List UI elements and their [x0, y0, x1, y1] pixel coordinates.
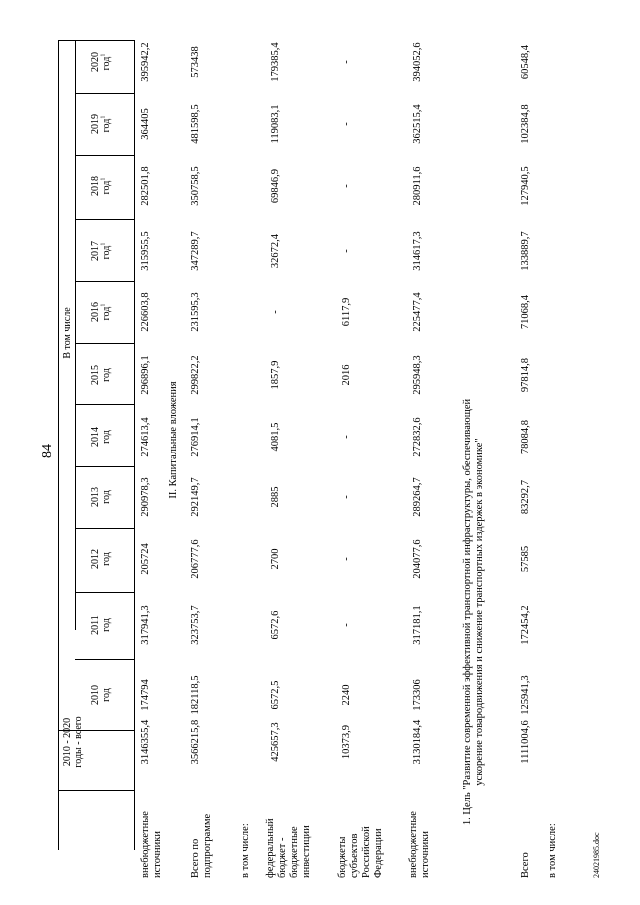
header-year-word: год$^1$: [100, 303, 112, 321]
footnote-marker: 1: [100, 115, 107, 119]
header-year-2015: [90, 350, 112, 400]
table-cell: 317941,3: [140, 605, 151, 645]
table-cell: 97814,8: [520, 357, 531, 393]
table-cell: -: [341, 435, 352, 439]
header-year-word: год: [101, 490, 112, 504]
table-cell: 394052,6: [412, 42, 423, 82]
in-that-number-rule: [75, 40, 76, 630]
header-year-2017: [90, 226, 112, 276]
table-cell: 182118,5: [190, 675, 201, 715]
header-year-number: 2020: [90, 52, 101, 72]
table-cell: 289264,7: [412, 477, 423, 517]
header-year-word: год: [101, 618, 112, 632]
table-cell: 205724: [140, 543, 151, 575]
table-cell: 3146355,4: [140, 719, 151, 765]
header-year-number: 2016: [90, 302, 101, 322]
header-year-word: год: [101, 430, 112, 444]
page-number: 84: [40, 444, 55, 458]
row-label: федеральный бюджет - бюджетные инвестиции: [265, 818, 312, 878]
header-year-number: 2011: [90, 615, 101, 635]
table-cell: 347289,7: [190, 231, 201, 271]
table-cell: -: [341, 249, 352, 253]
table-cell: 295948,3: [412, 355, 423, 395]
column-rule: [75, 343, 134, 344]
table-cell: 78084,8: [520, 419, 531, 455]
table-cell: 127940,5: [520, 166, 531, 206]
row-label: в том числе:: [240, 823, 251, 878]
header-year-2010: [90, 670, 112, 720]
table-cell: 6117,9: [341, 297, 352, 327]
footnote-marker: 1: [100, 177, 107, 181]
column-rule: [75, 592, 134, 593]
table-cell: 32672,4: [270, 233, 281, 269]
table-cell: 71068,4: [520, 294, 531, 330]
row-label: Всего по подпрограмме: [190, 813, 213, 878]
table-cell: 573438: [190, 46, 201, 78]
table-cell: 173306: [412, 679, 423, 711]
row-label: бюджеты субъектов Российской Федерации: [337, 826, 384, 878]
table-cell: 425657,3: [270, 722, 281, 762]
header-bottom-border: [134, 40, 135, 850]
table-cell: 317181,1: [412, 605, 423, 645]
table-cell: 1857,9: [270, 360, 281, 390]
table-cell: 276914,1: [190, 417, 201, 457]
footer-filename: 24021985.doc: [592, 832, 601, 878]
table-cell: 174794: [140, 679, 151, 711]
header-year-2014: [90, 412, 112, 462]
section-heading: II. Капитальные вложения: [168, 381, 179, 499]
table-cell: 2240: [341, 684, 352, 706]
header-year-word: год$^1$: [100, 242, 112, 260]
table-cell: 102384,8: [520, 104, 531, 144]
header-year-2019: [90, 99, 112, 149]
table-cell: 350758,5: [190, 166, 201, 206]
table-cell: 83292,7: [520, 479, 531, 515]
header-year-number: 2012: [90, 549, 101, 569]
header-year-number: 2017: [90, 241, 101, 261]
table-cell: 10373,9: [341, 724, 352, 760]
column-rule: [58, 790, 134, 791]
header-year-2018: [90, 161, 112, 211]
table-cell: 362515,4: [412, 104, 423, 144]
table-cell: 204077,6: [412, 539, 423, 579]
table-cell: 6572,5: [270, 680, 281, 710]
column-rule: [75, 404, 134, 405]
table-cell: 2885: [270, 486, 281, 508]
column-rule: [75, 219, 134, 220]
table-cell: 225477,4: [412, 292, 423, 332]
row-label: внебюджетные источники: [140, 811, 163, 878]
header-year-number: 2010: [90, 685, 101, 705]
header-year-2013: [90, 472, 112, 522]
table-cell: 3130184,4: [412, 719, 423, 765]
footnote-marker: 1: [100, 242, 107, 246]
table-cell: 60548,4: [520, 44, 531, 80]
header-year-number: 2018: [90, 176, 101, 196]
table-cell: -: [341, 122, 352, 126]
table-cell: 314617,3: [412, 231, 423, 271]
header-year-number: 2014: [90, 427, 101, 447]
column-rule: [75, 155, 134, 156]
header-year-2012: [90, 534, 112, 584]
table-cell: 6572,6: [270, 610, 281, 640]
table-cell: 290978,3: [140, 477, 151, 517]
table-cell: 1111004,6: [520, 720, 531, 764]
table-cell: 4081,5: [270, 422, 281, 452]
table-top-border-vertical: [58, 40, 59, 850]
table-cell: 292149,7: [190, 477, 201, 517]
row-label: в том числе:: [547, 823, 558, 878]
table-cell: -: [341, 60, 352, 64]
table-cell: 296896,1: [140, 355, 151, 395]
table-cell: 57585: [520, 545, 531, 573]
row-label: Всего: [520, 852, 531, 878]
table-cell: 274613,4: [140, 417, 151, 457]
footnote-marker: 1: [100, 53, 107, 57]
header-year-number: 2013: [90, 487, 101, 507]
header-in-that-number: В том числе: [62, 307, 73, 359]
table-cell: 226603,8: [140, 292, 151, 332]
header-year-word: год: [101, 552, 112, 566]
table-cell: 395942,2: [140, 42, 151, 82]
table-cell: 364405: [140, 108, 151, 140]
table-cell: 125941,3: [520, 675, 531, 715]
table-cell: 315955,5: [140, 231, 151, 271]
header-year-2011: [90, 600, 112, 650]
table-cell: -: [341, 623, 352, 627]
table-cell: -: [341, 495, 352, 499]
table-cell: 272832,6: [412, 417, 423, 457]
table-cell: 69846,9: [270, 168, 281, 204]
column-rule: [75, 93, 134, 94]
table-cell: 3566215,8: [190, 719, 201, 765]
table-cell: 172454,2: [520, 605, 531, 645]
table-cell: 2016: [341, 364, 352, 386]
header-year-word: год: [101, 688, 112, 702]
table-cell: 231595,3: [190, 292, 201, 332]
footnote-marker: 1: [100, 303, 107, 307]
table-cell: -: [341, 557, 352, 561]
header-year-word: год$^1$: [100, 177, 112, 195]
column-rule: [75, 659, 134, 660]
header-year-2016: [90, 287, 112, 337]
table-cell: 206777,6: [190, 539, 201, 579]
table-cell: 323753,7: [190, 605, 201, 645]
table-cell: 299822,2: [190, 355, 201, 395]
header-year-word: год$^1$: [100, 115, 112, 133]
table-cell: 179385,4: [270, 42, 281, 82]
column-rule: [75, 281, 134, 282]
header-total: 2010 - 2020 годы - всего: [62, 716, 84, 768]
header-year-2020: [90, 37, 112, 87]
table-cell: 280911,6: [412, 166, 423, 206]
table-cell: 119083,1: [270, 104, 281, 144]
table-cell: 481598,5: [190, 104, 201, 144]
header-year-number: 2019: [90, 114, 101, 134]
row-label: внебюджетные источники: [408, 811, 431, 878]
header-year-word: год: [101, 368, 112, 382]
header-year-word: год$^1$: [100, 53, 112, 71]
table-cell: -: [270, 310, 281, 314]
goal-heading: 1. Цель "Развитие современной эффективной транспортной инфраструктуры, обеспечивающей ускорение товародвижения и снижение транспортных издержек в экономике": [462, 398, 485, 826]
table-cell: 133889,7: [520, 231, 531, 271]
column-rule: [75, 466, 134, 467]
table-cell: -: [341, 184, 352, 188]
column-rule: [75, 528, 134, 529]
table-cell: 2700: [270, 548, 281, 570]
header-year-number: 2015: [90, 365, 101, 385]
table-cell: 282501,8: [140, 166, 151, 206]
